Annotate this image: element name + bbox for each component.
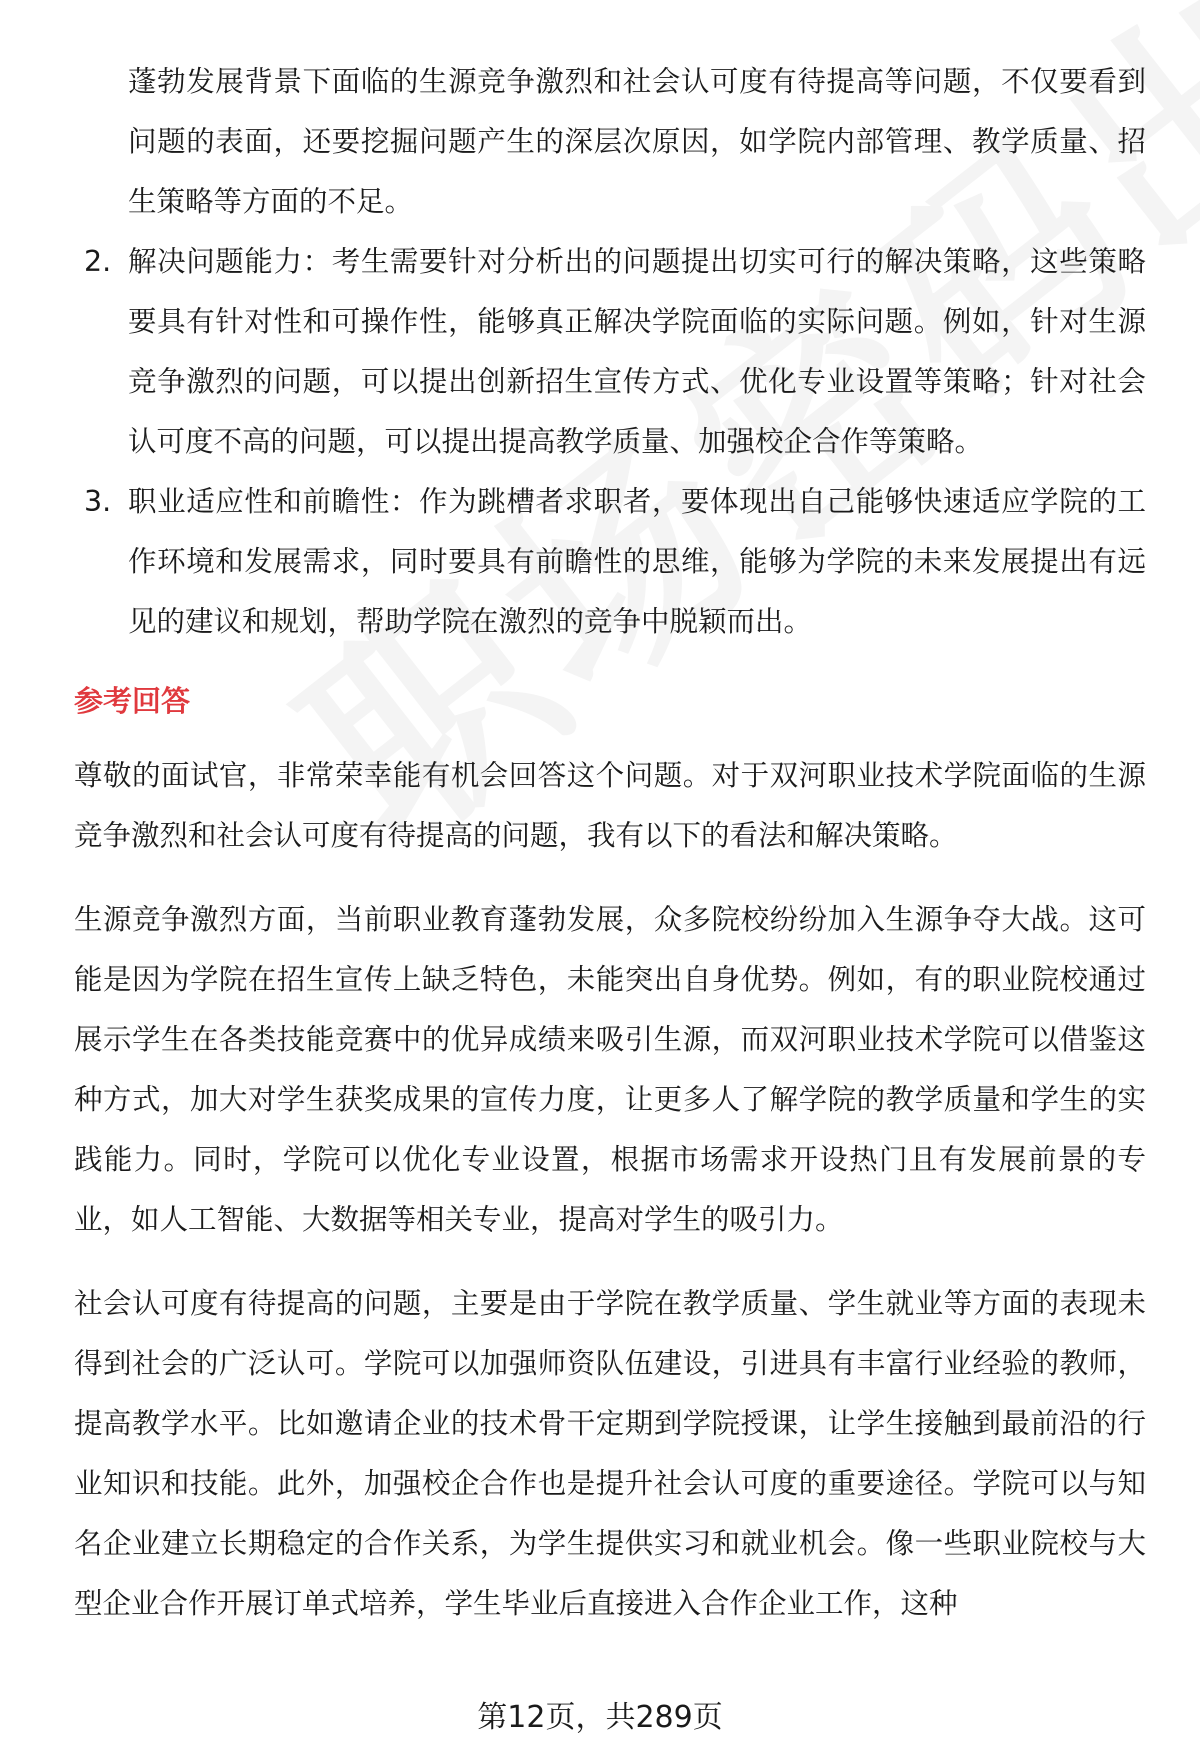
list-item-continuation: 蓬勃发展背景下面临的生源竞争激烈和社会认可度有待提高等问题，不仅要看到问题的表面，还要挖掘问题产生的深层次原因，如学院内部管理、教学质量、招生策略等方面的不足。	[128, 65, 1146, 218]
page-number: 第12页，共289页	[477, 1700, 723, 1735]
list-item-text: 职业适应性和前瞻性：作为跳槽者求职者，要体现出自己能够快速适应学院的工作环境和发展需求，同时要具有前瞻性的思维，能够为学院的未来发展提出有远见的建议和规划，帮助学院在激烈的竞争中脱颖而出。	[128, 485, 1146, 638]
paragraph: 尊敬的面试官，非常荣幸能有机会回答这个问题。对于双河职业技术学院面临的生源竞争激烈和社会认可度有待提高的问题，我有以下的看法和解决策略。	[74, 759, 1146, 852]
list-item-number: 3.	[84, 485, 112, 518]
paragraph: 生源竞争激烈方面，当前职业教育蓬勃发展，众多院校纷纷加入生源争夺大战。这可能是因为学院在招生宣传上缺乏特色，未能突出自身优势。例如，有的职业院校通过展示学生在各类技能竞赛中的优异成绩来吸引生源，而双河职业技术学院可以借鉴这种方式，加大对学生获奖成果的宣传力度，让更多人了解学院的教学质量和学生的实践能力。同时，学院可以优化专业设置，根据市场需求开设热门且有发展前景的专业，如人工智能、大数据等相关专业，提高对学生的吸引力。	[74, 903, 1146, 1236]
list-item	[74, 472, 1146, 652]
list-item-number: 2.	[84, 245, 112, 278]
list-item	[74, 232, 1146, 472]
document-body	[74, 52, 1146, 1658]
section-heading: 参考回答	[74, 684, 191, 718]
list-item-text: 解决问题能力：考生需要针对分析出的问题提出切实可行的解决策略，这些策略要具有针对性和可操作性，能够真正解决学院面临的实际问题。例如，针对生源竞争激烈的问题，可以提出创新招生宣传方式、优化专业设置等策略；针对社会认可度不高的问题，可以提出提高教学质量、加强校企合作等策略。	[128, 245, 1146, 458]
paragraph: 社会认可度有待提高的问题，主要是由于学院在教学质量、学生就业等方面的表现未得到社会的广泛认可。学院可以加强师资队伍建设，引进具有丰富行业经验的教师，提高教学水平。比如邀请企业的技术骨干定期到学院授课，让学生接触到最前沿的行业知识和技能。此外，加强校企合作也是提升社会认可度的重要途径。学院可以与知名企业建立长期稳定的合作关系，为学生提供实习和就业机会。像一些职业院校与大型企业合作开展订单式培养，学生毕业后直接进入合作企业工作，这种	[74, 1287, 1146, 1620]
